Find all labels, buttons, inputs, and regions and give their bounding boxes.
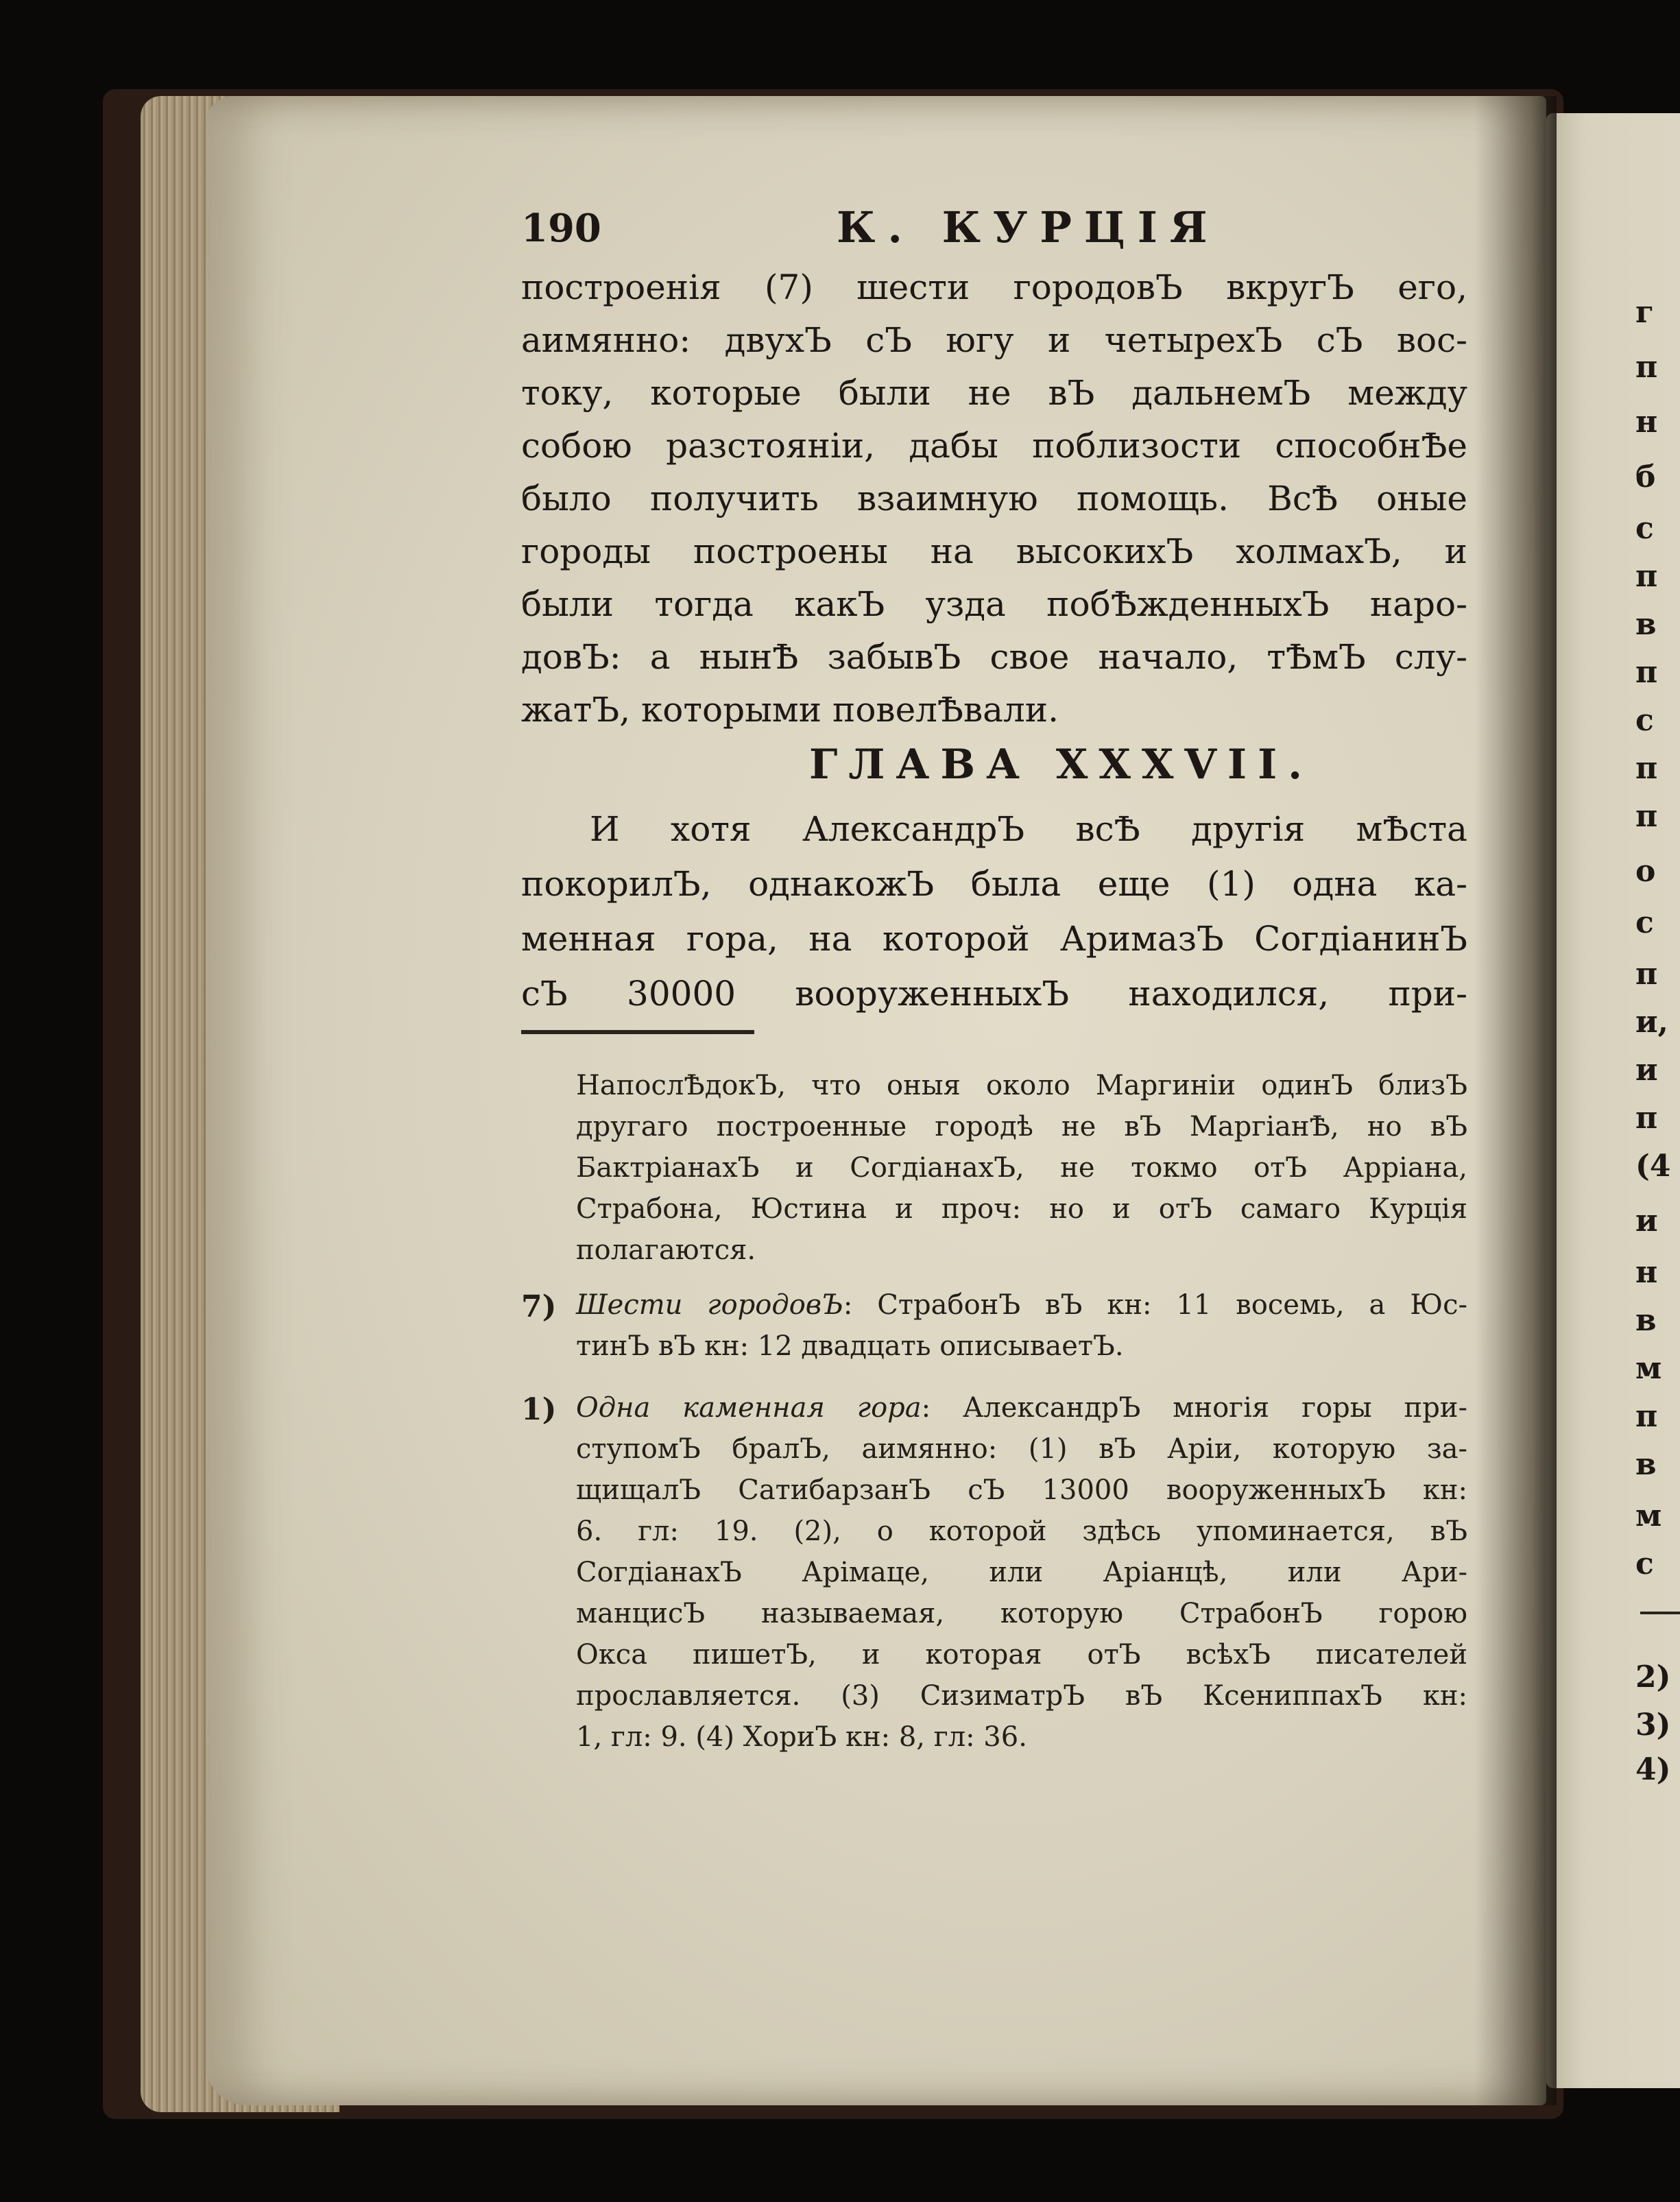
body-line: были тогда какЪ узда побѢжденныхЪ наро- (521, 584, 1467, 624)
right-page-fragment: с (1635, 905, 1654, 940)
body-line: городы построены на высокихЪ холмахЪ, и (521, 531, 1467, 571)
right-page-fragment: п (1635, 799, 1658, 834)
footnote-term: Шести городовЪ (576, 1289, 843, 1321)
body-line: было получить взаимную помощь. ВсѢ оные (521, 479, 1467, 518)
right-page-fragment: м (1635, 1498, 1662, 1533)
right-page-fragment: в (1635, 607, 1657, 642)
footnote-line: полагаются. (576, 1234, 756, 1266)
footnote-line: тинЪ вЪ кн: 12 двадцать описываетЪ. (576, 1330, 1124, 1362)
chapter-heading: ГЛАВА XXXVII. (809, 741, 1314, 789)
right-page-fragment: и (1635, 1053, 1658, 1088)
right-page-footnote-rule (1640, 1612, 1680, 1614)
page-number: 190 (521, 206, 601, 251)
footnote-line: Страбона, Юстина и проч: но и отЪ самаго Курція (576, 1193, 1467, 1225)
footnote-line: ступомЪ бралЪ, аимянно: (1) вЪ Аріи, которую за- (576, 1433, 1467, 1465)
right-page-fragment: п (1635, 1101, 1658, 1136)
footnote-line: Окса пишетЪ, и которая отЪ всѣхЪ писателей (576, 1639, 1467, 1671)
right-page-fragment: п (1635, 559, 1658, 594)
right-page-fragment: с (1635, 511, 1654, 546)
footnote-marker: 7) (521, 1289, 557, 1324)
right-page-fragment: с (1635, 703, 1654, 738)
right-page-fragment: п (1635, 655, 1658, 690)
right-page-fragment: н (1635, 405, 1658, 440)
footnote-marker: 1) (521, 1392, 557, 1427)
body-line: жатЪ, которыми повелѢвали. (521, 690, 1059, 730)
running-title: К. КУРЦІЯ (837, 202, 1220, 252)
footnote-rule (521, 1030, 754, 1034)
body-line: собою разстояніи, дабы поблизости способнѢе (521, 426, 1467, 466)
chapter-line: менная гора, на которой АримазЪ СогдіанинЪ (521, 919, 1467, 959)
body-line: аимянно: двухЪ сЪ югу и четырехЪ сЪ вос- (521, 320, 1467, 360)
right-page-fragment: п (1635, 957, 1658, 992)
footnote-term: Одна каменная гора (576, 1392, 922, 1424)
right-page-fragment: (4 (1635, 1149, 1671, 1184)
right-page-fragment: о (1635, 854, 1656, 889)
right-page-fragment: и, (1635, 1005, 1668, 1040)
right-page-fragment: с (1635, 1546, 1654, 1581)
right-page-fragment: в (1635, 1303, 1657, 1338)
body-line: построенія (7) шести городовЪ вкругЪ его, (521, 267, 1467, 307)
right-page-fragment: 2) (1635, 1660, 1671, 1695)
right-page-fragment: п (1635, 350, 1658, 385)
body-line: довЪ: а нынѢ забывЪ свое начало, тѢмЪ слу- (521, 637, 1467, 677)
chapter-line: сЪ 30000 вооруженныхЪ находился, при- (521, 974, 1467, 1014)
footnote-line: СогдіанахЪ Арімаце, или Аріанцѣ, или Ари- (576, 1557, 1467, 1588)
right-page-fragment: м (1635, 1351, 1662, 1386)
footnote-text: : АлександрЪ многія горы при- (921, 1392, 1467, 1424)
right-page-fragment: 4) (1635, 1752, 1671, 1787)
footnote-line: манцисЪ называемая, которую СтрабонЪ горою (576, 1598, 1467, 1629)
right-page-fragment: н (1635, 1255, 1658, 1290)
right-page (1546, 113, 1680, 2088)
right-page-fragment: п (1635, 751, 1658, 786)
footnote-text: : СтрабонЪ вЪ кн: 11 восемь, а Юс- (843, 1289, 1467, 1321)
footnote-line: БактріанахЪ и СогдіанахЪ, не токмо отЪ Арріана, (576, 1152, 1467, 1184)
footnote-line: 1, гл: 9. (4) ХориЪ кн: 8, гл: 36. (576, 1721, 1027, 1753)
footnote-line: другаго построенные городѣ не вЪ МаргіанѢ, но вЪ (576, 1111, 1467, 1142)
footnote-line: щищалЪ СатибарзанЪ сЪ 13000 вооруженныхЪ кн: (576, 1474, 1467, 1506)
footnote-1-first-line (576, 1392, 1467, 1424)
gutter-shadow (1474, 96, 1557, 2105)
footnote-line: прославляется. (3) СизиматрЪ вЪ КсениппахЪ кн: (576, 1680, 1467, 1712)
body-line: току, которые были не вЪ дальнемЪ между (521, 373, 1467, 413)
footnote-7-first-line (576, 1289, 1467, 1321)
right-page-fragment: 3) (1635, 1708, 1671, 1743)
footnote-line: НапослѢдокЪ, что оныя около Маргиніи одинЪ близЪ (576, 1070, 1467, 1101)
chapter-line: покорилЪ, однакожЪ была еще (1) одна ка- (521, 864, 1467, 904)
right-page-fragment: п (1635, 1399, 1658, 1434)
right-page-fragment: б (1635, 459, 1656, 494)
chapter-line: И хотя АлександрЪ всѢ другія мѢста (590, 809, 1467, 849)
right-page-fragment: г (1635, 295, 1654, 330)
footnote-line: 6. гл: 19. (2), о которой здѣсь упоминается, вЪ (576, 1516, 1467, 1547)
right-page-fragment: и (1635, 1204, 1658, 1238)
right-page-fragment: в (1635, 1447, 1657, 1482)
